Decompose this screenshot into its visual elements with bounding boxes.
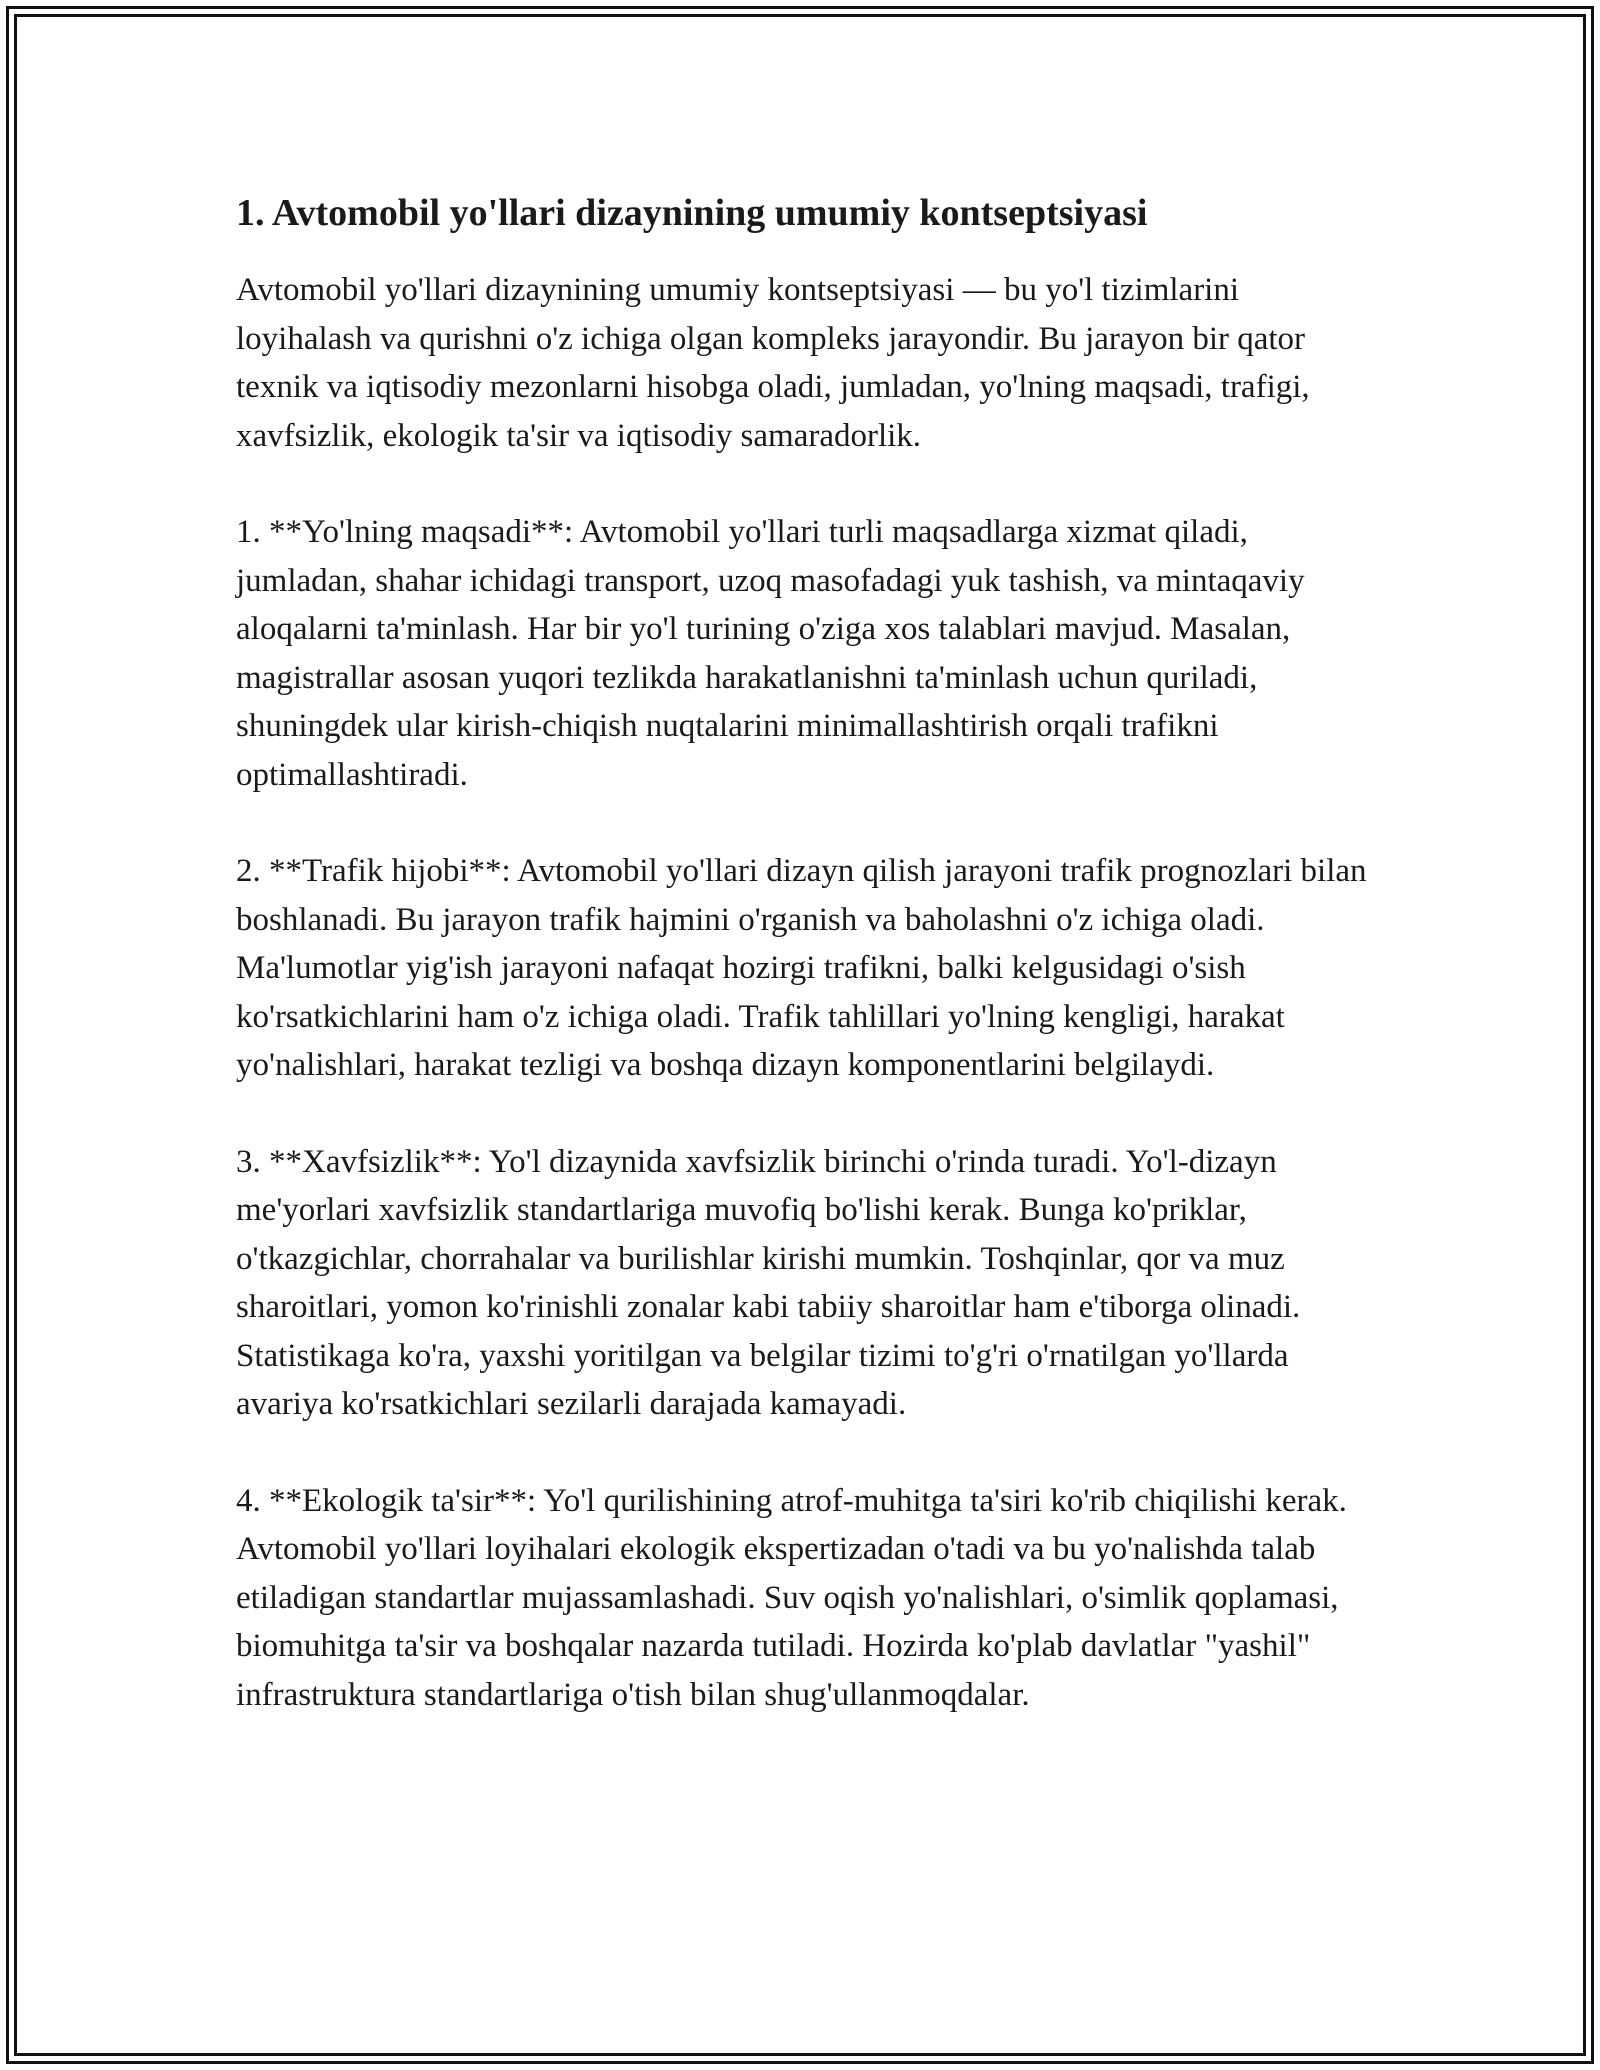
document-body — [236, 186, 1371, 1767]
intro-paragraph: Avtomobil yo'llari dizaynining umumiy kontseptsiyasi — bu yo'l tizimlarini loyihalash va qurishni o'z ichiga olgan kompleks jarayondir. Bu jarayon bir qator texnik va iqtisodiy mezonlarni hisobga oladi, jumladan, yo'lning maqsadi, trafigi, xavfsizlik, ekologik ta'sir va iqtisodiy samaradorlik. — [236, 272, 1310, 454]
paragraph-traffic: 2. **Trafik hijobi**: Avtomobil yo'llari dizayn qilish jarayoni trafik prognozlari bilan boshlanadi. Bu jarayon trafik hajmini o'rganish va baholashni o'z ichiga oladi. Ma'lumotlar yig'ish jarayoni nafaqat hozirgi trafikni, balki kelgusidagi o'sish ko'rsatkichlarini ham o'z ichiga oladi. Trafik tahlillari yo'lning kengligi, harakat yo'nalishlari, harakat tezligi va boshqa dizayn komponentlarini belgilaydi. — [236, 853, 1367, 1083]
paragraph-safety: 3. **Xavfsizlik**: Yo'l dizaynida xavfsizlik birinchi o'rinda turadi. Yo'l-dizayn me'yorlari xavfsizlik standartlariga muvofiq bo'lishi kerak. Bunga ko'priklar, o'tkazgichlar, chorrahalar va burilishlar kirishi mumkin. Toshqinlar, qor va muz sharoitlari, yomon ko'rinishli zonalar kabi tabiiy sharoitlar ham e'tiborga olinadi. Statistikaga ko'ra, yaxshi yoritilgan va belgilar tizimi to'g'ri o'rnatilgan yo'llarda avariya ko'rsatkichlari sezilarli darajada kamayadi. — [236, 1143, 1301, 1422]
paragraph-road-purpose: 1. **Yo'lning maqsadi**: Avtomobil yo'llari turli maqsadlarga xizmat qiladi, jumladan, shahar ichidagi transport, uzoq masofadagi yuk tashish, va mintaqaviy aloqalarni ta'minlash. Har bir yo'l turining o'ziga xos talablari mavjud. Masalan, magistrallar asosan yuqori tezlikda harakatlanishni ta'minlash uchun quriladi, shuningdek ular kirish-chiqish nuqtalarini minimallashtirish orqali trafikni optimallashtiradi. — [236, 514, 1305, 793]
paragraph-ecology: 4. **Ekologik ta'sir**: Yo'l qurilishining atrof-muhitga ta'siri ko'rib chiqilishi kerak. Avtomobil yo'llari loyihalari ekologik ekspertizadan o'tadi va bu yo'nalishda talab etiladigan standartlar mujassamlashadi. Suv oqish yo'nalishlari, o'simlik qoplamasi, biomuhitga ta'sir va boshqalar nazarda tutiladi. Hozirda ko'plab davlatlar "yashil" infrastruktura standartlariga o'tish bilan shug'ullanmoqdalar. — [236, 1482, 1347, 1713]
section-heading: 1. Avtomobil yo'llari dizaynining umumiy kontseptsiyasi — [236, 192, 1148, 234]
